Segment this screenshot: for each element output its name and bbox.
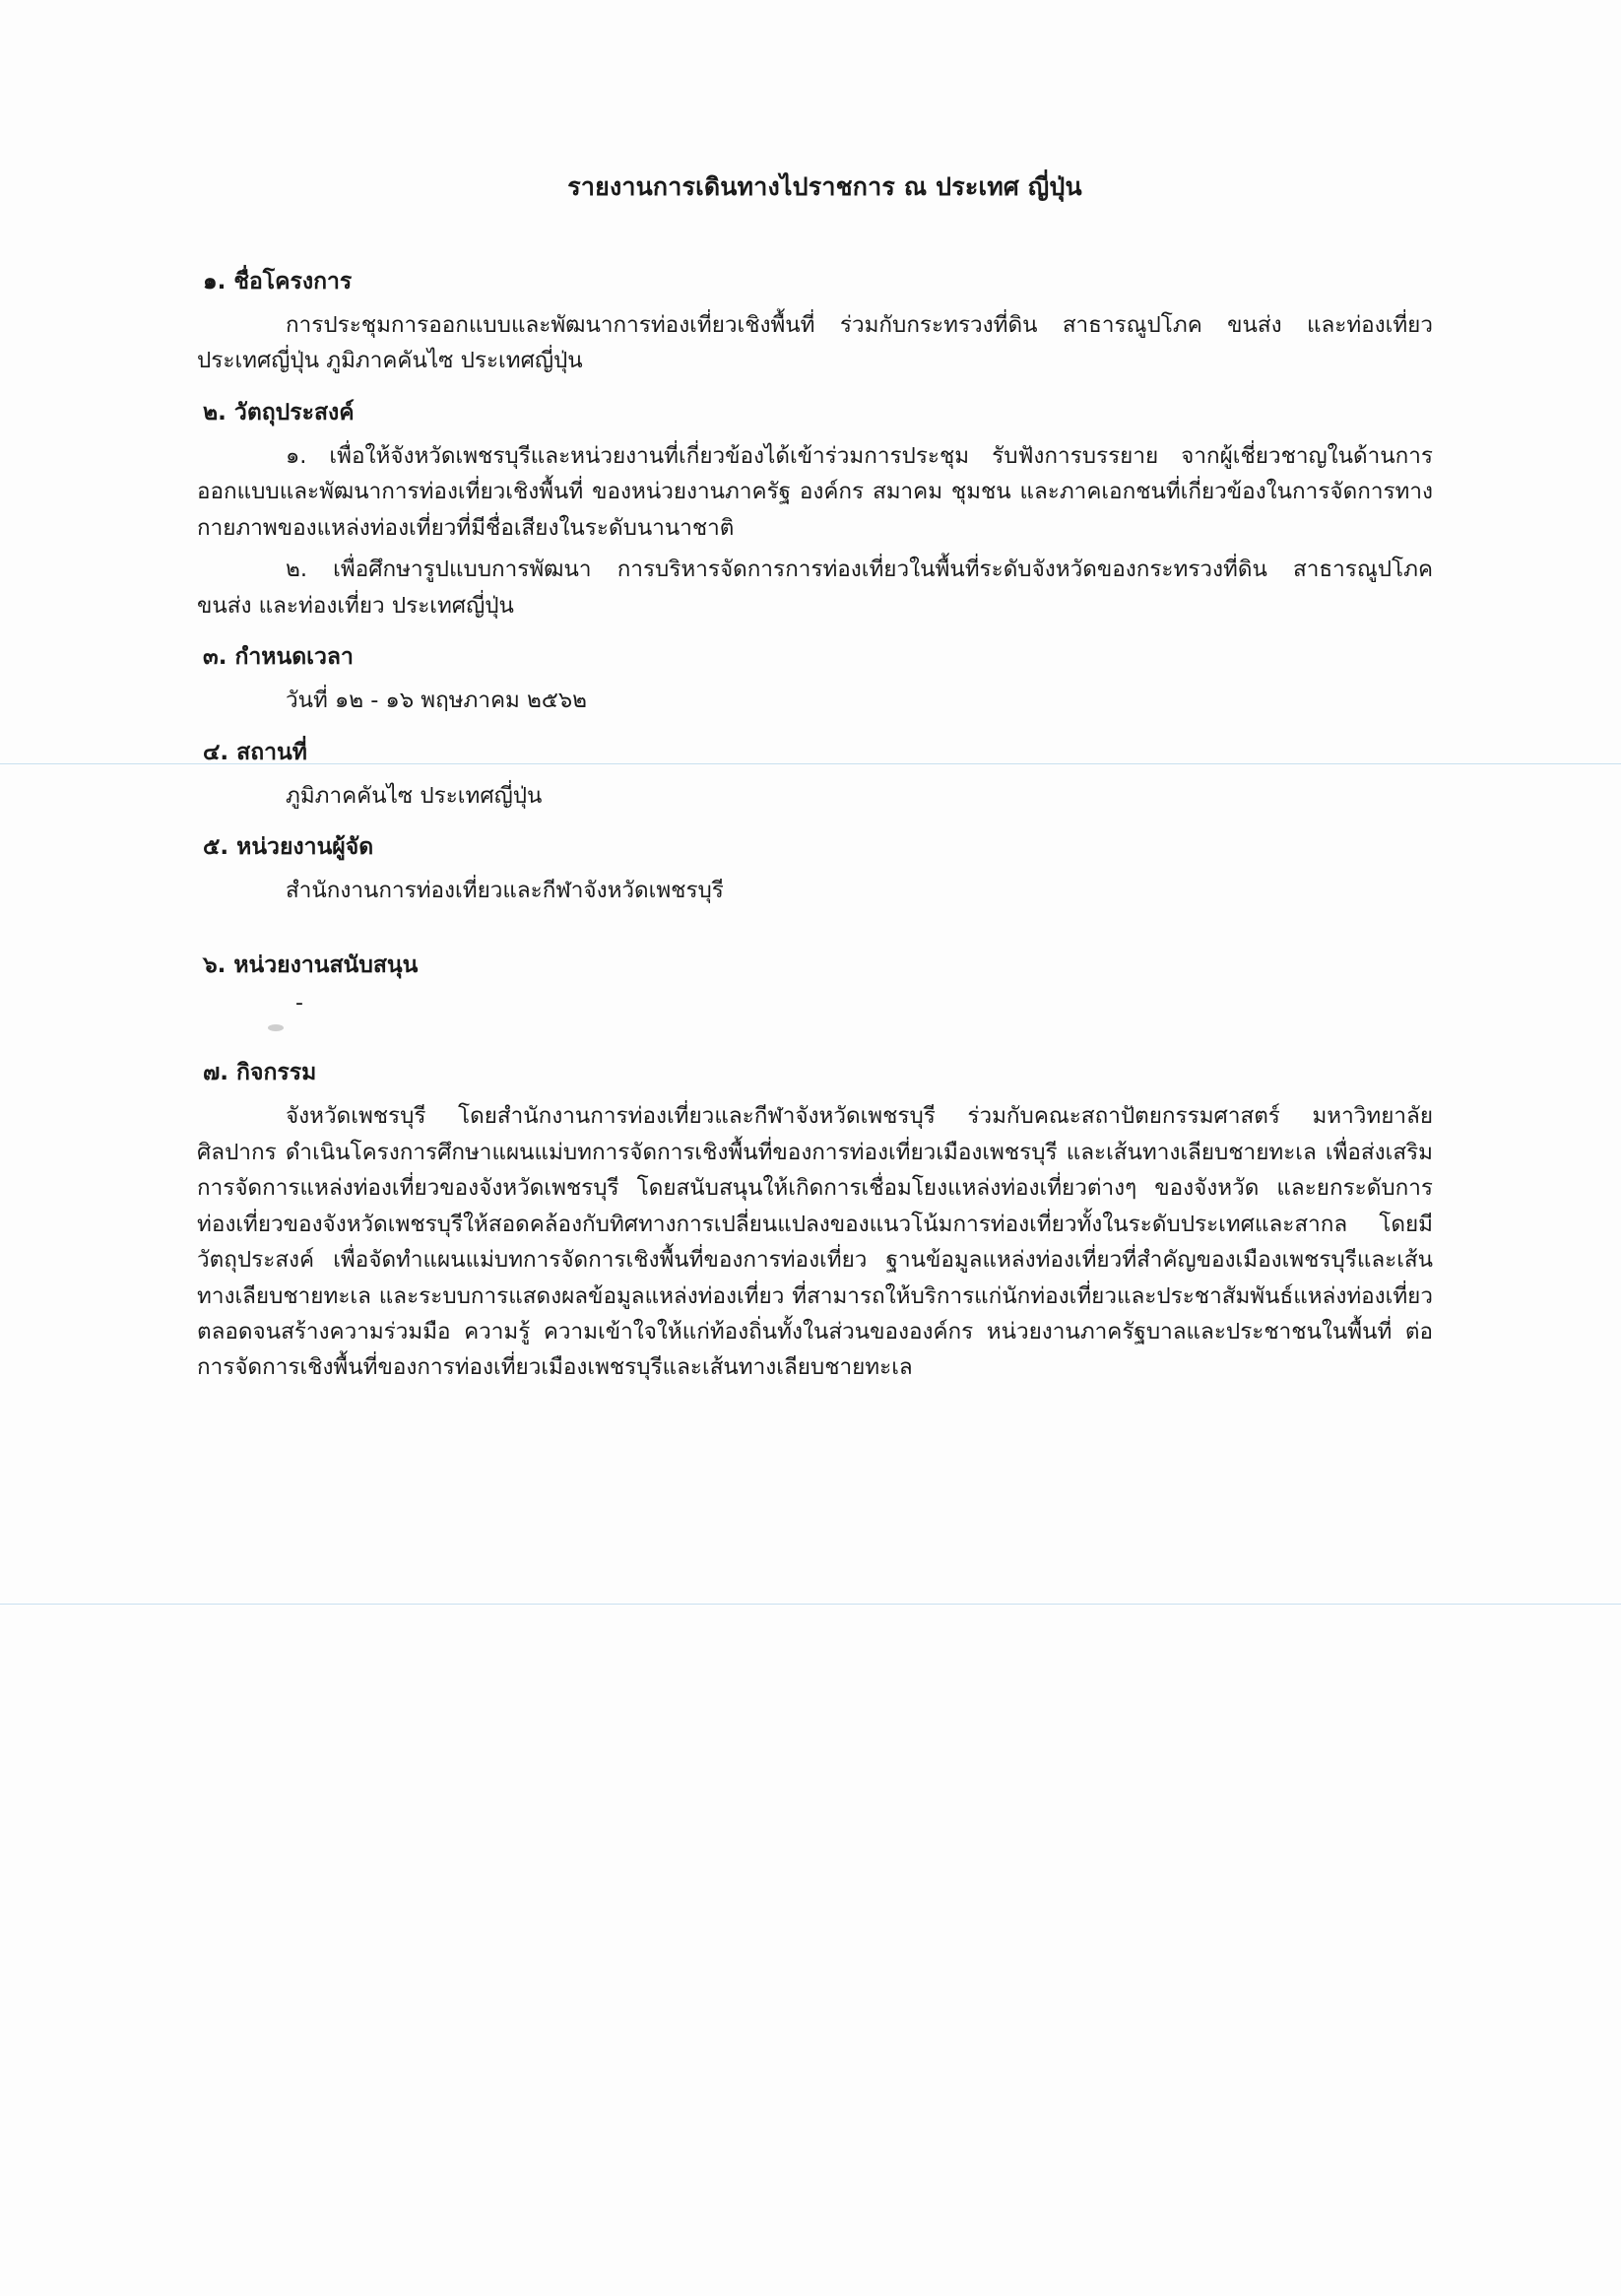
section-text: จังหวัดเพชรบุรี โดยสำนักงานการท่องเที่ยวและกีฬาจังหวัดเพชรบุรี ร่วมกับคณะสถาปัตยกรรมศาสตร์ มหาวิทยาลัยศิลปากร ดำเนินโครงการศึกษาแผนแม่บทการจัดการเชิงพื้นที่ของการท่องเที่ยวเมืองเพชรบุรี และเส้นทางเลียบชายทะเล เพื่อส่งเสริมการจัดการแหล่งท่องเที่ยวของจังหวัดเพชรบุรี โดยสนับสนุนให้เกิดการเชื่อมโยงแหล่งท่องเที่ยวต่างๆ ของจังหวัด และยกระดับการท่องเที่ยวของจังหวัดเพชรบุรีให้สอดคล้องกับทิศทางการเปลี่ยนแปลงของแนวโน้มการท่องเที่ยวทั้งในระดับประเทศและสากล โดยมีวัตถุประสงค์ เพื่อจัดทำแผนแม่บทการจัดการเชิงพื้นที่ของการท่องเที่ยว ฐานข้อมูลแหล่งท่องเที่ยวที่สำคัญของเมืองเพชรบุรีและเส้นทางเลียบชายทะเล และระบบการแสดงผลข้อมูลแหล่งท่องเที่ยว ที่สามารถให้บริการแก่นักท่องเที่ยวและประชาสัมพันธ์แหล่งท่องเที่ยว ตลอดจนสร้างความร่วมมือ ความรู้ ความเข้าใจให้แก่ท้องถิ่นทั้งในส่วนขององค์กร หน่วยงานภาครัฐบาลและประชาชนในพื้นที่ ต่อการจัดการเชิงพื้นที่ของการท่องเที่ยวเมืองเพชรบุรีและเส้นทางเลียบชายทะเล <box>197 1103 1433 1381</box>
section-activities <box>197 1055 1433 1386</box>
section-heading: ๗. กิจกรรม <box>203 1060 317 1086</box>
section-project-name <box>197 264 1433 379</box>
section-supporter <box>197 948 1433 1016</box>
section-heading: ๔. สถานที่ <box>203 739 307 765</box>
section-heading: ๑. ชื่อโครงการ <box>203 269 353 295</box>
section-location <box>197 735 1433 814</box>
section-text: ภูมิภาคคันไซ ประเทศญี่ปุ่น <box>286 782 543 809</box>
section-heading: ๖. หน่วยงานสนับสนุน <box>203 952 419 979</box>
objective-item-1: ๑. เพื่อให้จังหวัดเพชรบุรีและหน่วยงานที่เกี่ยวข้องได้เข้าร่วมการประชุม รับฟังการบรรยาย จากผู้เชี่ยวชาญในด้านการออกแบบและพัฒนาการท่องเที่ยวเชิงพื้นที่ ของหน่วยงานภาครัฐ องค์กร สมาคม ชุมชน และภาคเอกชนที่เกี่ยวข้องในการจัดการทางกายภาพของแหล่งท่องเที่ยวที่มีชื่อเสียงในระดับนานาชาติ <box>197 442 1433 541</box>
section-organizer <box>197 829 1433 908</box>
section-heading: ๓. กำหนดเวลา <box>203 644 354 671</box>
section-heading: ๕. หน่วยงานผู้จัด <box>203 833 374 860</box>
scan-artifact-line <box>0 1604 1621 1605</box>
section-schedule <box>197 639 1433 718</box>
section-objectives <box>197 395 1433 623</box>
section-heading: ๒. วัตถุประสงค์ <box>203 399 355 426</box>
objective-item-2: ๒. เพื่อศึกษารูปแบบการพัฒนา การบริหารจัดการการท่องเที่ยวในพื้นที่ระดับจังหวัดของกระทรวงที่ดิน สาธารณูปโภค ขนส่ง และท่องเที่ยว ประเทศญี่ปุ่น <box>197 557 1433 619</box>
section-text: วันที่ ๑๒ - ๑๖ พฤษภาคม ๒๕๖๒ <box>286 688 588 714</box>
document-body <box>197 167 1433 1392</box>
page-title: รายงานการเดินทางไปราชการ ณ ประเทศ ญี่ปุ่น <box>567 172 1082 201</box>
section-text: สำนักงานการท่องเที่ยวและกีฬาจังหวัดเพชรบุรี <box>286 877 724 903</box>
section-text: - <box>295 991 303 1017</box>
section-text: การประชุมการออกแบบและพัฒนาการท่องเที่ยวเชิงพื้นที่ ร่วมกับกระทรวงที่ดิน สาธารณูปโภค ขนส่ง และท่องเที่ยวประเทศญี่ปุ่น ภูมิภาคคันไซ ประเทศญี่ปุ่น <box>197 312 1433 374</box>
